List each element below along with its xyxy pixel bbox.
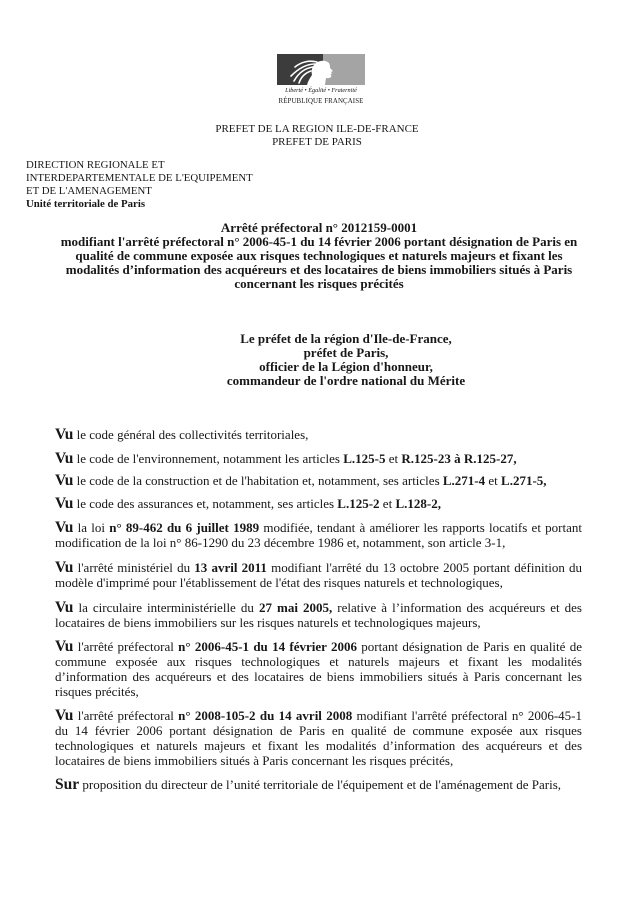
text-run: le code de la construction et de l'habitation et, notamment, ses articles xyxy=(73,473,443,488)
decree-subject-line: modalités d’information des acquéreurs et des locataires de biens immobiliers situés à Paris xyxy=(65,262,573,277)
legal-reference: L.271-4 xyxy=(442,473,486,488)
prefecture-line: PREFET DE LA REGION ILE-DE-FRANCE xyxy=(215,123,419,135)
text-run: la circulaire interministérielle du xyxy=(73,600,259,615)
paragraph-line xyxy=(55,669,582,684)
text-run: d’information des acquéreurs et des locataires de biens immobiliers situés à Paris concernant les xyxy=(55,669,582,684)
direction-line: ET DE L'AMENAGEMENT xyxy=(26,185,152,197)
decree-subject-line: concernant les risques précités xyxy=(234,276,404,291)
decree-subject-line: qualité de commune exposée aux risques technologiques et naturels majeurs et fixant les xyxy=(75,248,563,263)
paragraph-line xyxy=(55,738,582,753)
legal-reference: R.125-23 à R.125-27, xyxy=(401,451,517,466)
consideration-paragraph xyxy=(55,520,582,550)
consideration-keyword: Vu xyxy=(55,638,74,655)
consideration-paragraph xyxy=(55,708,582,768)
text-run: l'arrêté préfectoral xyxy=(73,708,179,723)
consideration-paragraph xyxy=(55,639,582,699)
decree-subject-line: modifiant l'arrêté préfectoral n° 2006-45-1 du 14 février 2006 portant désignation de Paris en xyxy=(60,234,578,249)
text-run: modification de la loi n° 86-1290 du 23 décembre 1986 et, notamment, son article 3-1, xyxy=(55,535,506,550)
consideration-keyword: Vu xyxy=(55,599,74,616)
text-run: l'arrêté préfectoral xyxy=(73,639,179,654)
consideration-keyword: Vu xyxy=(55,495,74,512)
paragraph-line xyxy=(55,496,582,511)
text-run: et xyxy=(485,473,502,488)
text-run: le code de l'environnement, notamment les articles xyxy=(73,451,344,466)
paragraph-line xyxy=(55,520,582,535)
direction-line: INTERDEPARTEMENTALE DE L'EQUIPEMENT xyxy=(26,172,253,184)
prefect-designation xyxy=(206,332,486,388)
paragraph-line xyxy=(55,451,582,466)
text-run: locataires de biens immobiliers sur les risques naturels et technologiques majeurs, xyxy=(55,615,481,630)
consideration-keyword: Vu xyxy=(55,707,74,724)
text-run: locataires de biens immobiliers situés à Paris concernant les risques précités, xyxy=(55,753,454,768)
consideration-keyword: Vu xyxy=(55,472,74,489)
decree-number: Arrêté préfectoral n° 2012159-0001 xyxy=(220,220,418,235)
legal-reference: L.125-5 xyxy=(343,451,386,466)
text-run: du 14 février 2006 portant désignation de Paris en qualité de commune exposée aux risques xyxy=(55,723,582,738)
prefect-line: préfet de Paris, xyxy=(303,345,389,360)
text-run: modifiée, tendant à améliorer les rapports locatifs et portant xyxy=(259,520,582,535)
legal-reference: n° 2006-45-1 du 14 février 2006 xyxy=(178,639,357,654)
paragraph-line xyxy=(55,575,582,590)
issuing-direction xyxy=(26,159,346,211)
unit-name: Unité territoriale de Paris xyxy=(26,198,146,210)
consideration-paragraph xyxy=(55,560,582,590)
prefect-line: Le préfet de la région d'Ile-de-France, xyxy=(240,331,452,346)
text-run: modèle d'imprimé pour l'établissement de l'état des risques naturels et technologiques, xyxy=(55,575,503,590)
legal-reference: L.128-2, xyxy=(395,496,441,511)
text-run: proposition du directeur de l’unité territoriale de l'équipement et de l'aménagement de Paris, xyxy=(79,777,562,792)
prefecture-header xyxy=(117,123,517,149)
text-run: l'arrêté ministériel du xyxy=(73,560,195,575)
legal-reference: n° 89-462 du 6 juillet 1989 xyxy=(109,520,260,535)
paragraph-line xyxy=(55,708,582,723)
text-run: technologiques et naturels majeurs et fixant les modalités d’information des acquéreurs et des xyxy=(55,738,582,753)
legal-reference: n° 2008-105-2 du 14 avril 2008 xyxy=(178,708,353,723)
paragraph-line xyxy=(55,535,582,550)
consideration-keyword: Sur xyxy=(55,776,80,793)
consideration-paragraph xyxy=(55,473,582,488)
paragraph-line xyxy=(55,777,582,792)
consideration-paragraph xyxy=(55,427,582,442)
legal-reference: 13 avril 2011 xyxy=(194,560,267,575)
text-run: risques précités, xyxy=(55,684,139,699)
prefect-line: commandeur de l'ordre national du Mérite xyxy=(226,373,466,388)
paragraph-line xyxy=(55,639,582,654)
legal-reference: L.271-5, xyxy=(501,473,547,488)
paragraph-line xyxy=(55,723,582,738)
logo-motto: Liberté • Égalité • Fraternité xyxy=(285,87,357,94)
legal-reference: L.125-2 xyxy=(337,496,380,511)
republique-francaise-logo xyxy=(277,54,365,85)
consideration-paragraph xyxy=(55,777,582,792)
consideration-paragraph xyxy=(55,496,582,511)
paragraph-line xyxy=(55,473,582,488)
decree-title xyxy=(55,221,583,291)
text-run: le code général des collectivités territoriales, xyxy=(73,427,309,442)
paragraph-line xyxy=(55,684,582,699)
marianne-logo-icon xyxy=(277,54,365,85)
text-run: modifiant l'arrêté du 13 octobre 2005 portant définition du xyxy=(266,560,583,575)
paragraph-line xyxy=(55,560,582,575)
prefect-line: officier de la Légion d'honneur, xyxy=(259,359,433,374)
consideration-paragraph xyxy=(55,451,582,466)
consideration-keyword: Vu xyxy=(55,559,74,576)
paragraph-line xyxy=(55,654,582,669)
paragraph-line xyxy=(55,600,582,615)
legal-reference: 27 mai 2005, xyxy=(258,600,333,615)
logo-republic-name: RÉPUBLIQUE FRANÇAISE xyxy=(278,98,364,105)
text-run: commune exposée aux risques technologiques et naturels majeurs et fixant les modalités xyxy=(55,654,582,669)
text-run: modifiant l'arrêté préfectoral n° 2006-45-1 xyxy=(352,708,582,723)
paragraph-line xyxy=(55,615,582,630)
text-run: portant désignation de Paris en qualité de xyxy=(356,639,582,654)
prefecture-line: PREFET DE PARIS xyxy=(272,136,362,148)
paragraph-line xyxy=(55,427,582,442)
consideration-keyword: Vu xyxy=(55,450,74,467)
text-run: le code des assurances et, notamment, ses articles xyxy=(73,496,338,511)
direction-line: DIRECTION REGIONALE ET xyxy=(26,159,165,171)
text-run: et xyxy=(385,451,402,466)
consideration-keyword: Vu xyxy=(55,519,74,536)
text-run: la loi xyxy=(73,520,110,535)
text-run: relative à l’information des acquéreurs et des xyxy=(332,600,582,615)
paragraph-line xyxy=(55,753,582,768)
text-run: et xyxy=(379,496,396,511)
consideration-keyword: Vu xyxy=(55,426,74,443)
consideration-paragraph xyxy=(55,600,582,630)
